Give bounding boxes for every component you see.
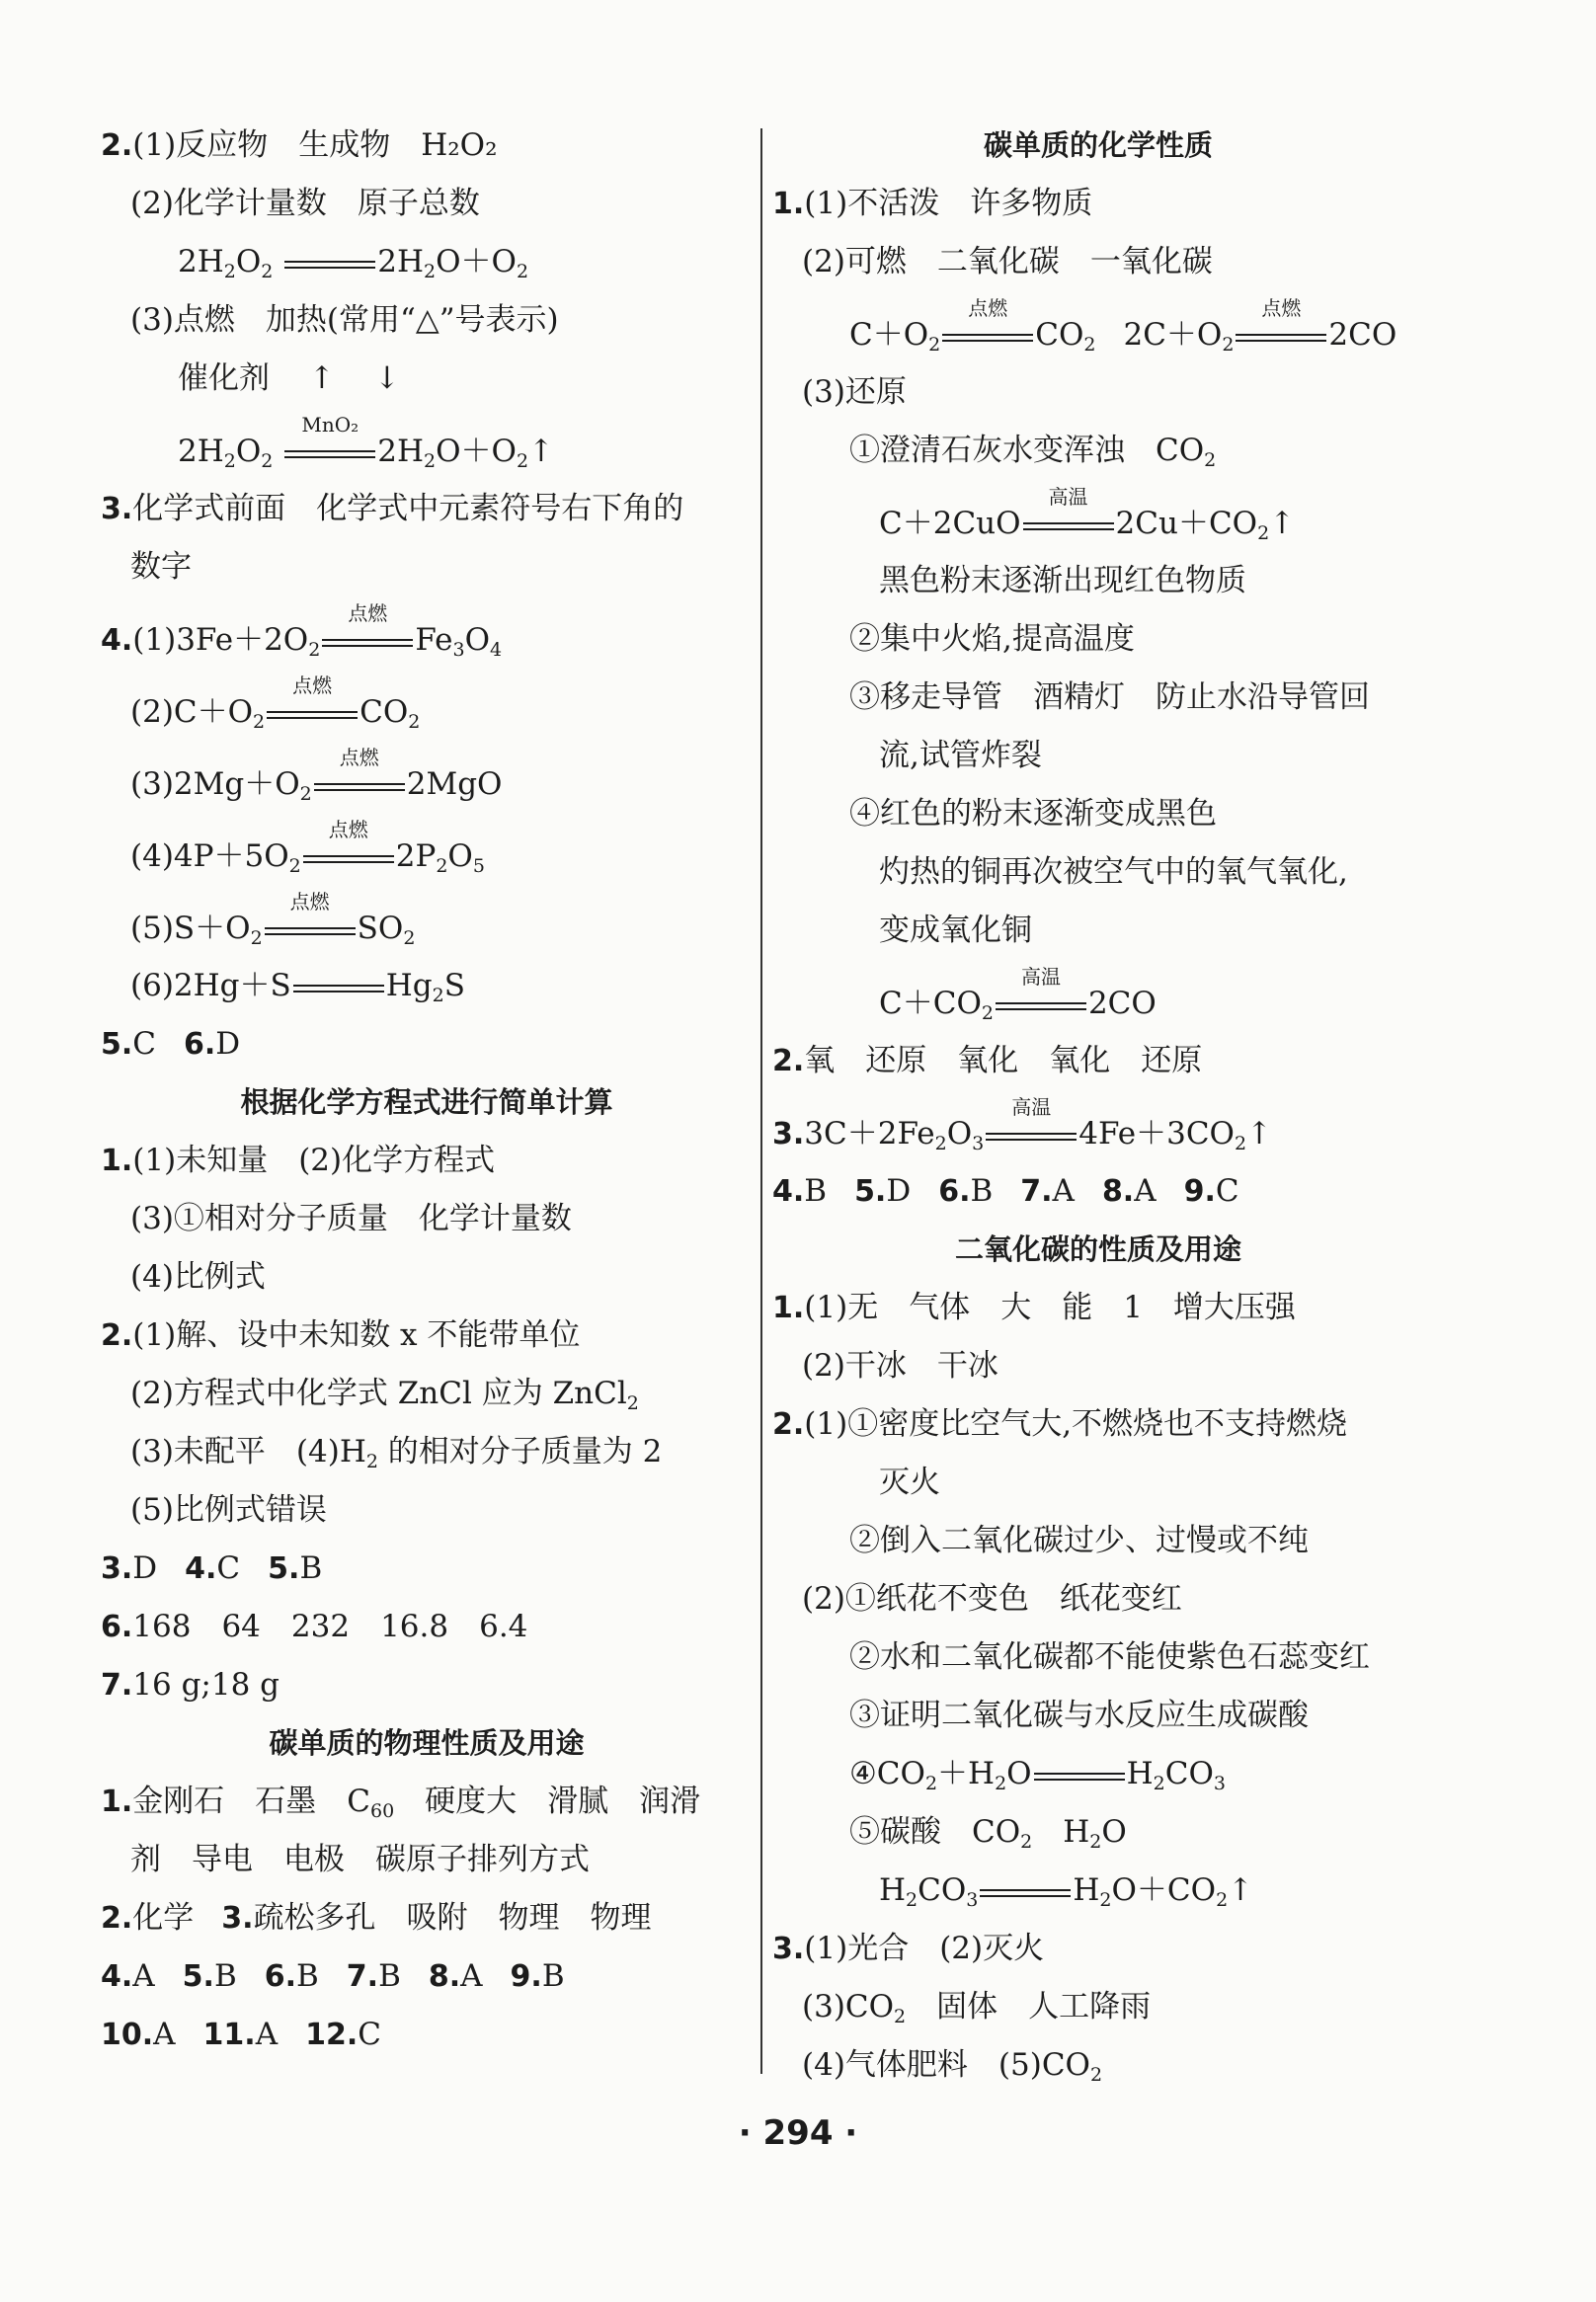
answer-line: (4)气体肥料 $(5)CO_2$ bbox=[802, 2047, 1103, 2086]
reaction-sign: 高温 bbox=[984, 1121, 1078, 1151]
answer-line: 数字 bbox=[130, 549, 192, 585]
answer-line: ③证明二氧化碳与水反应生成碳酸 bbox=[849, 1698, 1309, 1733]
section-heading: 二氧化碳的性质及用途 bbox=[954, 1232, 1241, 1266]
answer-6: 6.168 64 232 16.8 6.4 bbox=[101, 1609, 528, 1644]
answer-line: (3)还原 bbox=[802, 374, 907, 410]
equation-line: $C+CO_2$ 高温 2CO bbox=[879, 964, 1157, 1024]
equation-line: (6)2Hg＋S $Hg_2S$ bbox=[130, 968, 465, 1006]
reaction-sign: 高温 bbox=[994, 991, 1088, 1020]
reaction-sign: 点燃 bbox=[940, 322, 1035, 352]
answer-1: 1.(1)不活泼 许多物质 bbox=[772, 186, 1093, 221]
answer-line: (4)比例式 bbox=[130, 1259, 266, 1295]
answer-line: 催化剂 ↑ ↓ bbox=[178, 360, 400, 396]
answer-line: 灼热的铜再次被空气中的氧气氧化, bbox=[879, 854, 1348, 890]
equation-line: $(3)2Mg+O_2$ 点燃 2MgO bbox=[130, 745, 503, 805]
section-heading: 碳单质的物理性质及用途 bbox=[269, 1726, 585, 1760]
reaction-sign: 点燃 bbox=[263, 915, 358, 945]
down-arrow-icon: ↓ bbox=[373, 360, 400, 396]
up-arrow-icon: ↑ bbox=[1246, 1116, 1273, 1151]
reaction-sign bbox=[978, 1877, 1073, 1907]
equation-line: C＋2CuO 高温 $2Cu+CO_2↑$ bbox=[879, 484, 1296, 544]
answer-10-12: 10.A 11.A 12.C bbox=[101, 2017, 381, 2052]
equation-line: $C+O_2$ 点燃 $CO_2$ $2C+O_2$ 点燃 2CO bbox=[849, 295, 1397, 356]
section-heading: 根据化学方程式进行简单计算 bbox=[240, 1085, 613, 1119]
reaction-sign: 高温 bbox=[1021, 511, 1116, 540]
answer-line: $(3)CO_2$ 固体 人工降雨 bbox=[802, 1989, 1152, 2027]
reaction-sign bbox=[1032, 1761, 1127, 1790]
up-arrow-icon: ↑ bbox=[1228, 1872, 1254, 1908]
answer-2: 2.(1)①密度比空气大,不燃烧也不支持燃烧 bbox=[772, 1406, 1348, 1442]
answer-4-9: 4.B 5.D 6.B 7.A 8.A 9.C bbox=[772, 1173, 1239, 1209]
equation-line: $(4)4P+5O_2$ 点燃 $2P_2O_5$ bbox=[130, 817, 485, 877]
up-arrow-icon: ↑ bbox=[309, 360, 335, 396]
answer-line: 灭火 bbox=[879, 1465, 940, 1500]
reaction-sign bbox=[291, 973, 386, 1002]
answer-line: ①澄清石灰水变浑浊 $CO_2$ bbox=[849, 433, 1217, 471]
reaction-sign: MnO₂ bbox=[282, 438, 377, 468]
answer-3: $3.3C+2Fe_2O_3$ 高温 $4Fe+3CO_2↑$ bbox=[772, 1094, 1273, 1154]
answer-line: ②水和二氧化碳都不能使紫色石蕊变红 bbox=[849, 1639, 1370, 1675]
right-column bbox=[772, 117, 1424, 2095]
reaction-sign: 点燃 bbox=[312, 771, 407, 801]
answer-line: (5)比例式错误 bbox=[130, 1492, 327, 1528]
answer-5-6: 5.C 6.D bbox=[101, 1026, 241, 1062]
equation-line: $2H_2O_2$ MnO₂ $2H_2O+O_2↑$ bbox=[178, 412, 555, 472]
answer-line: ②倒入二氧化碳过少、过慢或不纯 bbox=[849, 1523, 1309, 1558]
answer-1: 1.(1)未知量 (2)化学方程式 bbox=[101, 1143, 496, 1178]
answer-line: (2)①纸花不变色 纸花变红 bbox=[802, 1581, 1182, 1617]
answer-2: 2.(1)解、设中未知数 x 不能带单位 bbox=[101, 1317, 581, 1353]
answer-1: 1.(1)无 气体 大 能 1 增大压强 bbox=[772, 1290, 1296, 1325]
answer-line: (3)未配平 $(4)H_2$ 的相对分子质量为 2 bbox=[130, 1434, 663, 1472]
answer-3: 3.化学式前面 化学式中元素符号右下角的 bbox=[101, 491, 684, 526]
reaction-sign: 点燃 bbox=[301, 843, 396, 873]
answer-text: (1)反应物 生成物 H₂O₂ bbox=[132, 127, 498, 163]
answer-line: ③移走导管 酒精灯 防止水沿导管回 bbox=[849, 679, 1370, 715]
answer-line: ④红色的粉末逐渐变成黑色 bbox=[849, 796, 1217, 832]
column-divider bbox=[760, 128, 762, 2074]
answer-line: (3)点燃 加热(常用“△”号表示) bbox=[130, 302, 559, 338]
left-column bbox=[101, 117, 753, 2064]
up-arrow-icon: ↑ bbox=[528, 434, 555, 469]
answer-2-3: 2.化学 3.疏松多孔 吸附 物理 物理 bbox=[101, 1900, 652, 1936]
equation-line: $④CO_2+H_2O$ $H_2CO_3$ bbox=[849, 1756, 1226, 1794]
answer-line: ②集中火焰,提高温度 bbox=[849, 621, 1135, 657]
equation-line: $H_2CO_3$ $H_2O+CO_2↑$ bbox=[879, 1872, 1254, 1911]
answer-line: (2)可燃 二氧化碳 一氧化碳 bbox=[802, 244, 1213, 279]
answer-line: (2)化学计量数 原子总数 bbox=[130, 186, 480, 221]
answer-line: (2)方程式中化学式 ZnCl 应为 ZnCl$_2$ bbox=[130, 1376, 639, 1414]
answer-line: 流,试管炸裂 bbox=[879, 738, 1042, 773]
reaction-sign: 点燃 bbox=[320, 627, 415, 657]
q-number: 2. bbox=[101, 128, 133, 163]
answer-3: 3.(1)光合 (2)灭火 bbox=[772, 1931, 1045, 1966]
equation-line: $2H_2O_2$ $2H_2O+O_2$ bbox=[178, 244, 529, 282]
section-heading: 碳单质的化学性质 bbox=[983, 128, 1213, 162]
answer-line: (2)干冰 干冰 bbox=[802, 1348, 998, 1384]
equation-line: $(5)S+O_2$ 点燃 $SO_2$ bbox=[130, 889, 416, 949]
reaction-sign: 点燃 bbox=[1234, 322, 1328, 352]
answer-4-9: 4.A 5.B 6.B 7.B 8.A 9.B bbox=[101, 1958, 565, 1994]
answer-line: 剂 导电 电极 碳原子排列方式 bbox=[130, 1842, 590, 1877]
reaction-sign: 点燃 bbox=[265, 699, 359, 729]
answer-4: $4.(1)3Fe+2O_2$ 点燃 $Fe_3O_4$ bbox=[101, 600, 503, 661]
answer-2 bbox=[101, 117, 753, 175]
page-number: · 294 · bbox=[738, 2113, 858, 2153]
answer-3-5: 3.D 4.C 5.B bbox=[101, 1550, 323, 1586]
answer-1: 1.金刚石 石墨 $C_{60}$ 硬度大 滑腻 润滑 bbox=[101, 1784, 701, 1822]
answer-line: (3)①相对分子质量 化学计量数 bbox=[130, 1201, 572, 1236]
reaction-sign bbox=[282, 249, 377, 278]
answer-2: 2.氧 还原 氧化 氧化 还原 bbox=[772, 1043, 1203, 1078]
equation-line: $(2)C+O_2$ 点燃 $CO_2$ bbox=[130, 673, 421, 733]
up-arrow-icon: ↑ bbox=[1269, 506, 1296, 541]
answer-7: 7.16 g;18 g bbox=[101, 1667, 280, 1703]
answer-line: 变成氧化铜 bbox=[879, 913, 1032, 948]
answer-line: 黑色粉末逐渐出现红色物质 bbox=[879, 563, 1246, 598]
answer-line: ⑤碳酸 $CO_2$ $H_2O$ bbox=[849, 1814, 1127, 1853]
